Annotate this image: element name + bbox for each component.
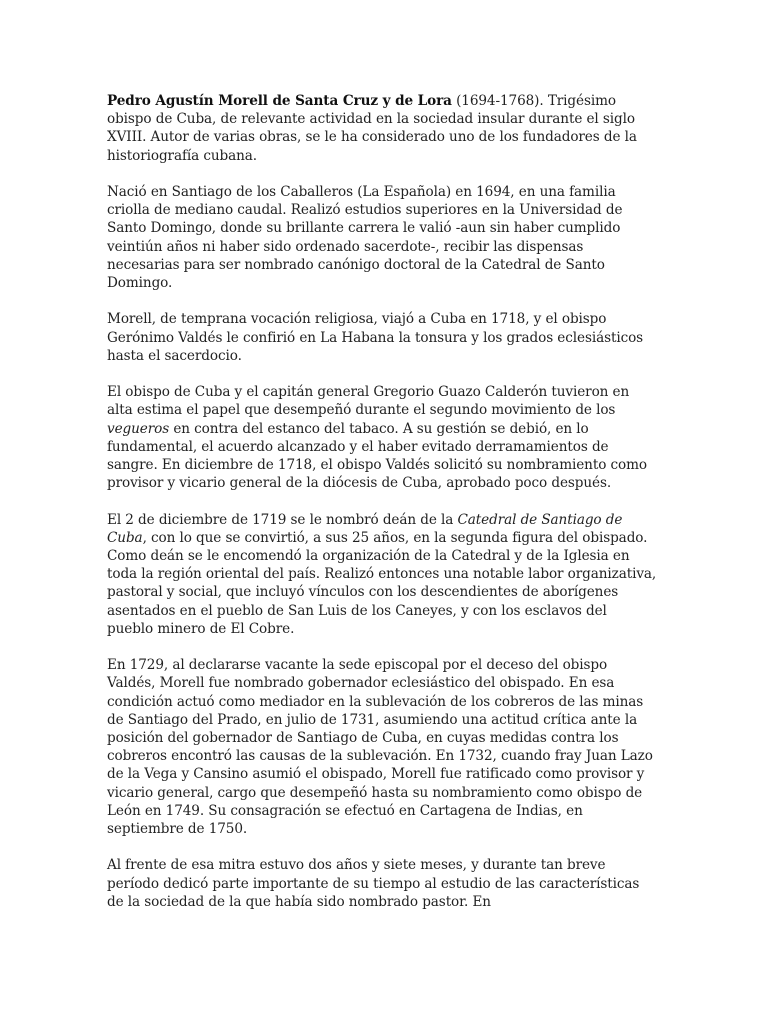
- paragraph-birth: Nació en Santiago de los Caballeros (La Española) en 1694, en una familia criolla de mediano caudal. Realizó estudios superiores en la Universidad de Santo Domingo, donde su brillante carrera le valió -aun sin haber cumplido veintiún años ni haber sido ordenado sacerdote-, recibir las dispensas necesarias para ser nombrado canónigo doctoral de la Catedral de Santo Domingo.: [107, 184, 623, 292]
- dean-text-b: , con lo que se convirtió, a sus 25 años, en la segunda figura del obispado. Como deán se le encomendó la organización de la Catedral y de la Iglesia en toda la región oriental del país. Realizó entonces una notable labor organizativa, pastoral y social, que incluyó vínculos con los descendientes de aborígenes asentados en el pueblo de San Luis de los Caneyes, y con los esclavos del pueblo minero de El Cobre.: [107, 529, 657, 637]
- paragraph-intro: [107, 92, 657, 165]
- vegueros-term: vegueros: [107, 420, 170, 437]
- paragraph-dean: [107, 511, 657, 638]
- dean-text-a: El 2 de diciembre de 1719 se le nombró deán de la: [107, 511, 458, 528]
- vegueros-text-a: El obispo de Cuba y el capitán general Gregorio Guazo Calderón tuvieron en alta estima el papel que desempeñó durante el segundo movimiento de los: [107, 384, 630, 419]
- paragraph-governor: En 1729, al declararse vacante la sede episcopal por el deceso del obispo Valdés, Morell fue nombrado gobernador eclesiástico del obispado. En esa condición actuó como mediador en la sublevación de los cobreros de las minas de Santiago del Prado, en julio de 1731, asumiendo una actitud crítica ante la posición del gobernador de Santiago de Cuba, en cuyas medidas contra los cobreros encontró las causas de la sublevación. En 1732, cuando fray Juan Lazo de la Vega y Cansino asumió el obispado, Morell fue ratificado como provisor y vicario general, cargo que desempeñó hasta su nombramiento como obispo de León en 1749. Su consagración se efectuó en Cartagena de Indias, en septiembre de 1750.: [107, 657, 653, 838]
- vegueros-text-b: en contra del estanco del tabaco. A su gestión se debió, en lo fundamental, el acuerdo alcanzado y el haber evitado derramamientos de sangre. En diciembre de 1718, el obispo Valdés solicitó su nombramiento como provisor y vicario general de la diócesis de Cuba, aprobado poco después.: [107, 420, 647, 492]
- paragraph-mitra: Al frente de esa mitra estuvo dos años y siete meses, y durante tan breve período dedicó parte importante de su tiempo al estudio de las características de la sociedad de la que había sido nombrado pastor. En: [107, 857, 640, 910]
- intro-text: (1694-1768). Trigésimo obispo de Cuba, de relevante actividad en la sociedad insular durante el siglo XVIII. Autor de varias obras, se le ha considerado uno de los fundadores de la historiografía cubana.: [107, 93, 637, 164]
- document-page: [107, 92, 657, 929]
- subject-name: Pedro Agustín Morell de Santa Cruz y de Lora: [107, 93, 452, 109]
- paragraph-vegueros: [107, 383, 657, 492]
- paragraph-vocation: Morell, de temprana vocación religiosa, viajó a Cuba en 1718, y el obispo Gerónimo Valdés le confirió en La Habana la tonsura y los grados eclesiásticos hasta el sacerdocio.: [107, 311, 644, 364]
- cathedral-name: Catedral de Santiago de Cuba: [107, 511, 623, 546]
